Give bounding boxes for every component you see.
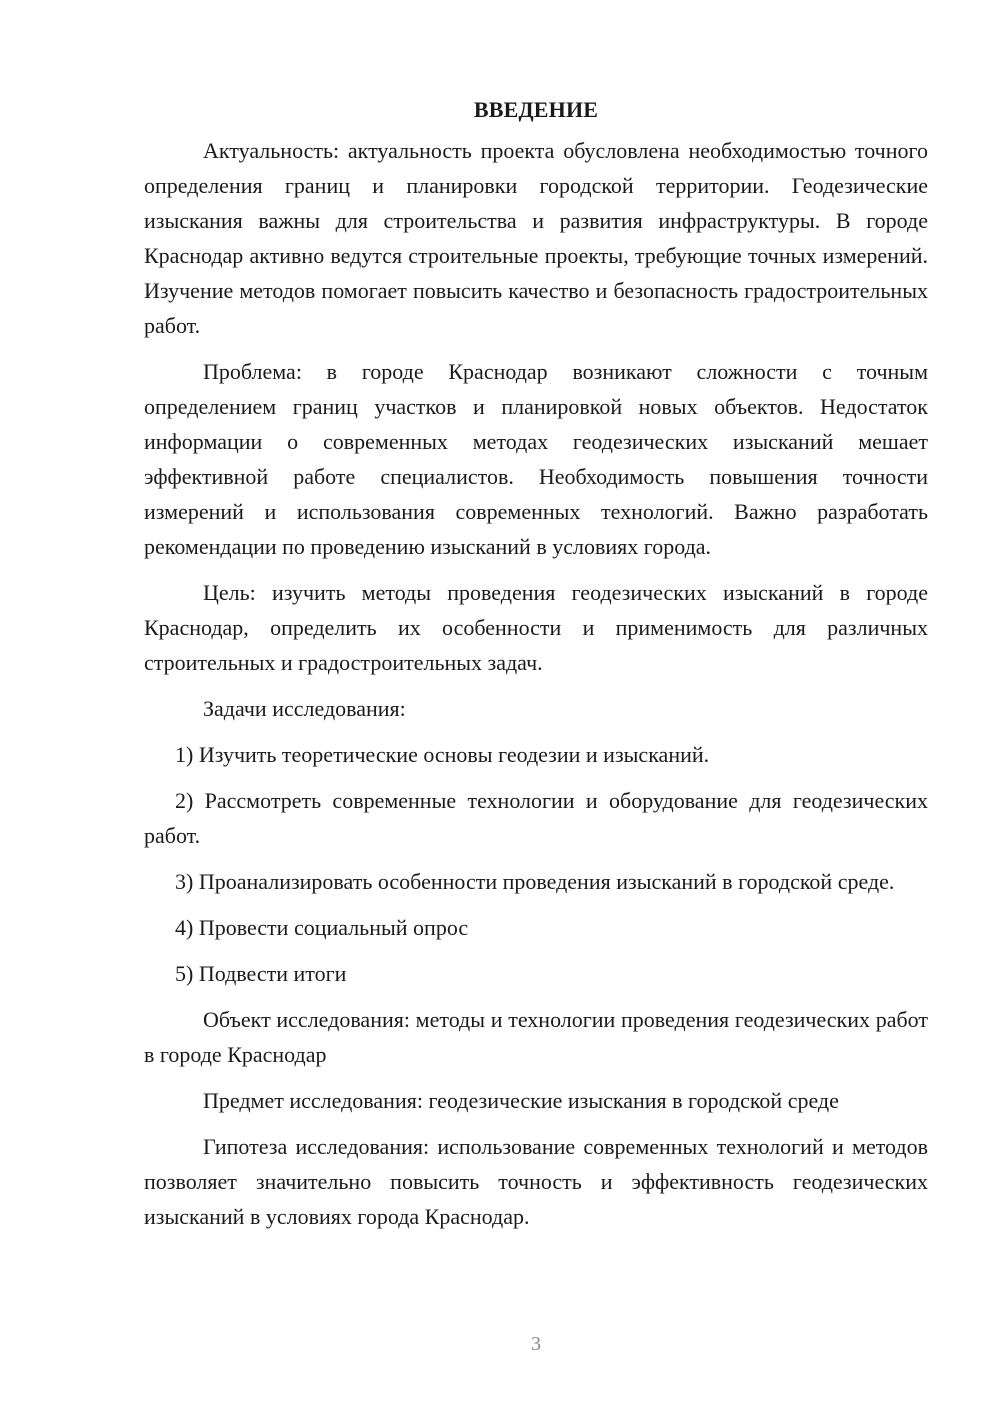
task-item-1: 1) Изучить теоретические основы геодезии и изысканий. [175, 742, 710, 767]
task-item-2: 2) Рассмотреть современные технологии и оборудование для геодезических работ. [144, 788, 928, 848]
hypothesis-paragraph: Гипотеза исследования: использование современных технологий и методов позволяет значительно повысить точность и эффективность геодезических изысканий в условиях города Краснодар. [144, 1134, 928, 1229]
subject-paragraph: Предмет исследования: геодезические изыскания в городской среде [203, 1088, 839, 1113]
page-number: 3 [531, 1333, 541, 1355]
task-item-3: 3) Проанализировать особенности проведения изысканий в городской среде. [175, 869, 895, 894]
document-page [144, 92, 928, 1245]
task-item-4: 4) Провести социальный опрос [175, 915, 469, 940]
tasks-heading: Задачи исследования: [203, 696, 406, 721]
problem-paragraph: Проблема: в городе Краснодар возникают сложности с точным определением границ участков и планировкой новых объектов. Недостаток информации о современных методах геодезических изысканий мешает эффективной работе специалистов. Необходимость повышения точности измерений и использования современных технологий. Важно разработать рекомендации по проведению изысканий в условиях города. [144, 359, 928, 559]
goal-paragraph: Цель: изучить методы проведения геодезических изысканий в городе Краснодар, определить их особенности и применимость для различных строительных и градостроительных задач. [144, 580, 928, 675]
task-item-5: 5) Подвести итоги [175, 961, 347, 986]
object-paragraph: Объект исследования: методы и технологии проведения геодезических работ в городе Краснодар [144, 1007, 928, 1067]
page-title: ВВЕДЕНИЕ [473, 97, 599, 122]
relevance-paragraph: Актуальность: актуальность проекта обусловлена необходимостью точного определения границ и планировки городской территории. Геодезические изыскания важны для строительства и развития инфраструктуры. В городе Краснодар активно ведутся строительные проекты, требующие точных измерений. Изучение методов помогает повысить качество и безопасность градостроительных работ. [144, 138, 928, 338]
